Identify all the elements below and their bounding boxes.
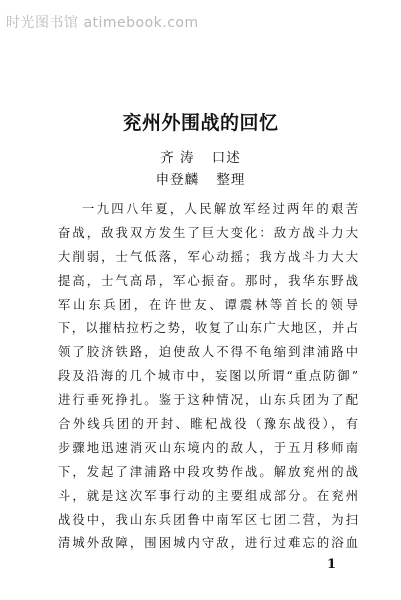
text-line: 一九四八年夏，人民解放军经过两年的艰苦 <box>82 202 358 216</box>
text-line: 斗，就是这次军事行动的主要组成部分。在兖州 <box>58 488 358 503</box>
text-line: 提高，士气高昂，军心振奋。那时，我华东野战 <box>58 273 358 288</box>
text-line: 奋战，敌我双方发生了巨大变化：敌方战斗力大 <box>58 225 358 240</box>
body-paragraph <box>58 198 358 556</box>
author-name: 齐 涛 <box>160 150 195 166</box>
page-title: 兖州外围战的回忆 <box>122 112 279 134</box>
text-line: 清城外敌障，围困城内守敌，进行过难忘的浴血 <box>58 536 358 551</box>
author-role: 口述 <box>211 150 241 166</box>
text-line: 合外线兵团的开封、睢杞战役（豫东战役），有 <box>58 417 358 432</box>
text-line: 进行垂死挣扎。鉴于这种情况，山东兵团为了配 <box>58 393 358 408</box>
author-line <box>0 146 401 166</box>
text-line: 大削弱，士气低落，军心动摇；我方战斗力大大 <box>58 249 358 264</box>
text-line: 下，发起了津浦路中段攻势作战。解放兖州的战 <box>58 464 358 479</box>
editor-role: 整理 <box>216 172 246 188</box>
editor-name: 申登麟 <box>155 172 200 188</box>
text-line: 领了胶济铁路，迫使敌人不得不龟缩到津浦路中 <box>58 345 358 360</box>
editor-line <box>0 168 401 188</box>
text-line: 段及沿海的几个城市中，妄图以所谓“重点防御” <box>58 369 358 384</box>
text-line: 步骤地迅速消灭山东境内的敌人，于五月移师南 <box>58 440 358 455</box>
text-line: 战役中，我山东兵团鲁中南军区七团二营，为扫 <box>58 512 358 527</box>
text-line: 下，以摧枯拉朽之势，收复了山东广大地区，并占 <box>58 321 358 336</box>
watermark: 时光图书馆 atimebook.com <box>6 15 199 31</box>
text-line: 军山东兵团，在许世友、谭震林等首长的领导 <box>58 297 358 312</box>
page-number: 1 <box>327 557 337 572</box>
